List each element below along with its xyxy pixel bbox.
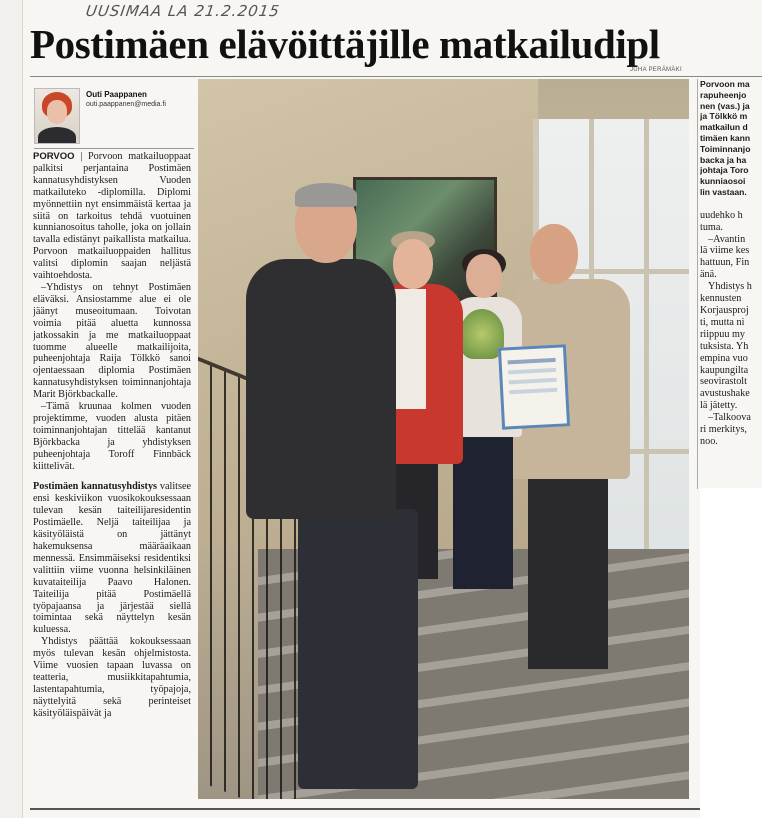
author-name: Outi Paappanen bbox=[86, 90, 147, 99]
diploma bbox=[498, 344, 570, 429]
author-byline bbox=[34, 88, 184, 144]
lead-paragraph: PORVOO | Porvoon matkailuoppaat palkitsi perjantaina Postimäen kannatusyhdistyksen Vuoden matkailuteko -diplomilla. Diplomi myönnettiin nyt ensimmäistä kertaa ja siitä on tarkoitus tehdä vuotuinen kunnianosoitus taholle, joka on jollain tavalla edistänyt paikallista matkailua. Porvoon matkailuoppaiden hallitus valitsi diplomin saajan neljästä vaihtoehdosta. bbox=[33, 151, 191, 282]
photo-credit: JUHA PERÄMÄKI bbox=[630, 67, 682, 73]
headline-rule bbox=[30, 76, 762, 77]
author-email: outi.paappanen@media.fi bbox=[86, 101, 166, 108]
byline-rule bbox=[34, 148, 194, 149]
dateline: PORVOO bbox=[33, 151, 75, 162]
paragraph: –Tämä kruunaa kolmen vuoden projektimme, vuoden alusta pitäen toiminnanjohtajan tittelää kantanut Björkbacka ja yhdistyksen puheenjohtaja Toroff Finnbäck kiittelivät. bbox=[33, 401, 191, 472]
subhead: Postimäen kannatusyhdistys bbox=[33, 481, 158, 493]
blank-area bbox=[700, 488, 762, 818]
right-column-text: Porvoon ma rapuheenjo nen (vas.) ja ja Tölkkö m matkailun d timäen kann Toiminnanjo backa ja ha johtaja Toro kunniaosoi lin vastaan. uudehko h tuma. –Avantin lä viime kes hattuun, Fin änä. Yhdistys h kennusten Korjausproj ti, mutta ni riippuu my tuksista. Yh empina vuo kaupungilta seovirastolt avustushake lä jätetty. –Talkoova ri merkitys, noo. bbox=[700, 79, 762, 499]
handwritten-date-note: UUSIMAA LA 21.2.2015 bbox=[84, 2, 282, 20]
photo-caption: Porvoon ma rapuheenjo nen (vas.) ja ja Tölkkö m matkailun d timäen kann Toiminnanjo backa ja ha johtaja Toro kunniaosoi lin vastaan. bbox=[700, 79, 751, 197]
paragraph: Yhdistys päättää kokouksessaan myös tulevan kesän ohjelmistosta. Viime vuosien tapaan luvassa on teatteria, musiikkitapahtumia, lastentapahtumia, työpajoja, näyttelyitä sekä perinteiset käsityöläispäivät ja bbox=[33, 636, 191, 719]
bottom-rule bbox=[30, 808, 700, 810]
subhead-paragraph: Postimäen kannatusyhdistys valitsee ensi keskiviikon vuosikokouksessaan tulevan kesän taiteilijaresidentin Postimäelle. Neljä taiteilijaa ja käsityöläistä on jättänyt hakemuksensa määräaikaan mennessä. Ensimmäiseksi residentiksi valittiin viime vuonna helsinkiläinen kuvataiteilija Paavo Halonen. Taiteilija pitää Postimäellä työpajaansa ja järjestää siellä toimintaa sekä näyttelyn kesän kuluessa. bbox=[33, 481, 191, 636]
column-rule bbox=[697, 79, 698, 489]
paragraph: –Yhdistys on tehnyt Postimäen eläväksi. Ansiostamme alue ei ole jäänyt museoitumaan. Toivotan voimia pitää aluetta kunnossa jatkossakin ja me matkailuoppaat tuomme alueelle matkailijoita, puheenjohtaja Raija Tölkkö sanoi ojentaessaan diplomia Postimäen kannatusyhdistyksen toiminnanjohtaja Marit Björkbackalle. bbox=[33, 281, 191, 401]
article-body bbox=[33, 151, 191, 811]
headline: Postimäen elävöittäjille matkailudipl bbox=[30, 21, 660, 67]
article-photo bbox=[198, 79, 689, 799]
clipping-edge bbox=[22, 0, 23, 818]
author-avatar bbox=[34, 88, 80, 144]
